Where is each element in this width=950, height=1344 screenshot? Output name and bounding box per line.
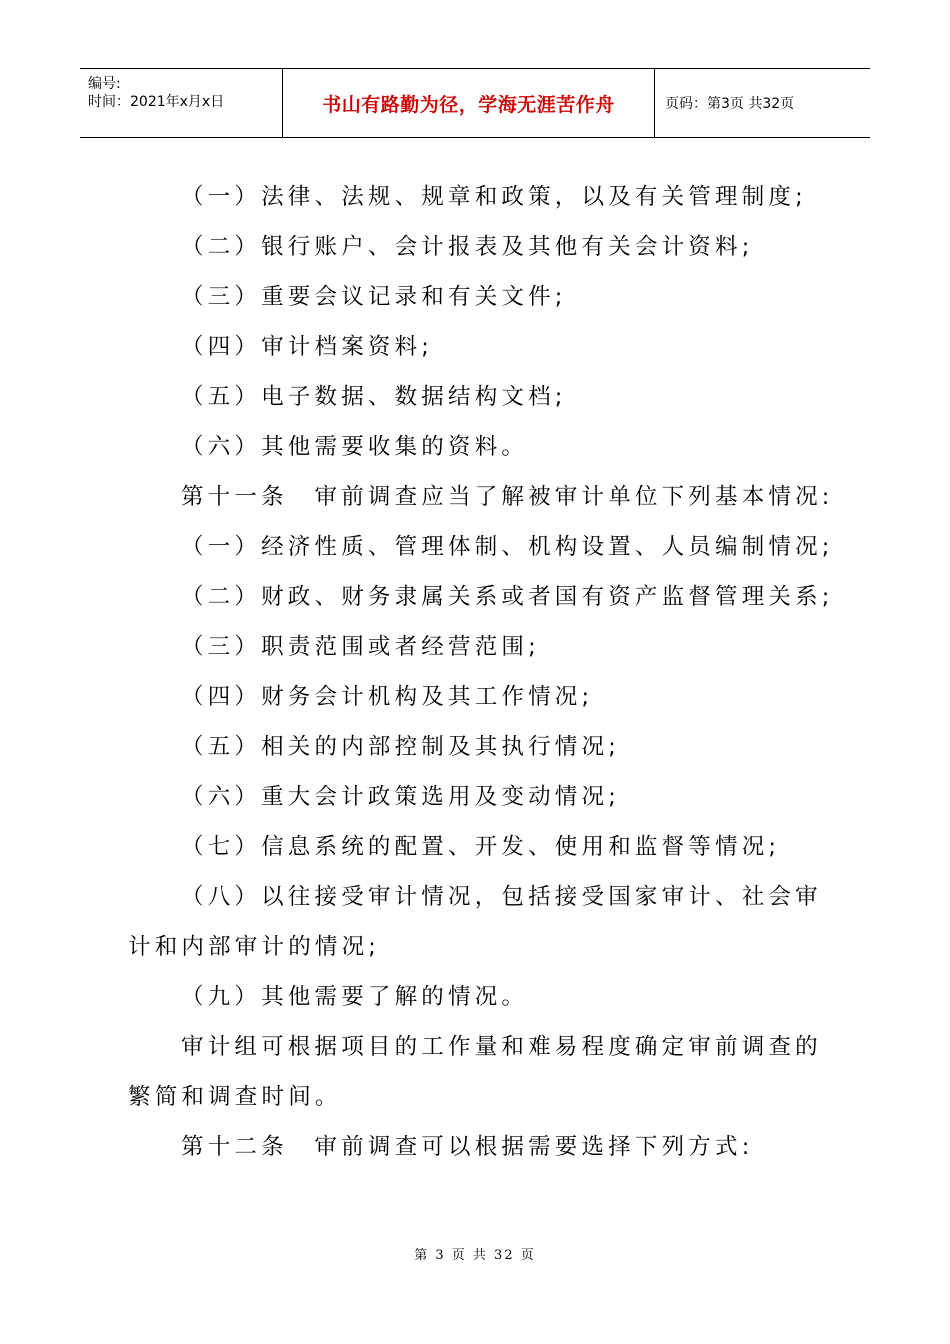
paragraph: （九）其他需要了解的情况。	[181, 984, 529, 1010]
paragraph: （六）其他需要收集的资料。	[181, 434, 529, 460]
paragraph: （二）财政、财务隶属关系或者国有资产监督管理关系;	[181, 584, 834, 610]
paragraph: （五）相关的内部控制及其执行情况;	[181, 734, 620, 760]
paragraph: （八）以往接受审计情况，包括接受国家审计、社会审计和内部审计的情况;	[128, 884, 822, 960]
document-time-label: 时间：2021年x月x日	[88, 94, 225, 110]
paragraph: （三）职责范围或者经营范围;	[181, 634, 540, 660]
page-header	[80, 68, 870, 138]
paragraph: （二）银行账户、会计报表及其他有关会计资料;	[181, 234, 754, 260]
paragraph: （六）重大会计政策选用及变动情况;	[181, 784, 620, 810]
paragraph: （五）电子数据、数据结构文档;	[181, 384, 567, 410]
document-number-label: 编号:	[88, 76, 121, 92]
header-meta	[80, 69, 283, 137]
article-heading: 第十一条 审前调查应当了解被审计单位下列基本情况:	[181, 484, 834, 510]
paragraph: （三）重要会议记录和有关文件;	[181, 284, 567, 310]
paragraph: （一）经济性质、管理体制、机构设置、人员编制情况;	[181, 534, 834, 560]
paragraph: （一）法律、法规、规章和政策，以及有关管理制度;	[181, 184, 807, 210]
paragraph: 审计组可根据项目的工作量和难易程度确定审前调查的繁简和调查时间。	[128, 1034, 822, 1110]
paragraph: （七）信息系统的配置、开发、使用和监督等情况;	[181, 834, 781, 860]
page-footer: 第 3 页 共 32 页	[414, 1248, 536, 1263]
header-page-info: 页码：第3页 共32页	[665, 96, 795, 112]
paragraph: （四）审计档案资料;	[181, 334, 434, 360]
article-heading: 第十二条 审前调查可以根据需要选择下列方式:	[181, 1134, 754, 1160]
header-motto: 书山有路勤为径，学海无涯苦作舟	[283, 69, 655, 137]
paragraph: （四）财务会计机构及其工作情况;	[181, 684, 594, 710]
document-body	[128, 172, 834, 1172]
